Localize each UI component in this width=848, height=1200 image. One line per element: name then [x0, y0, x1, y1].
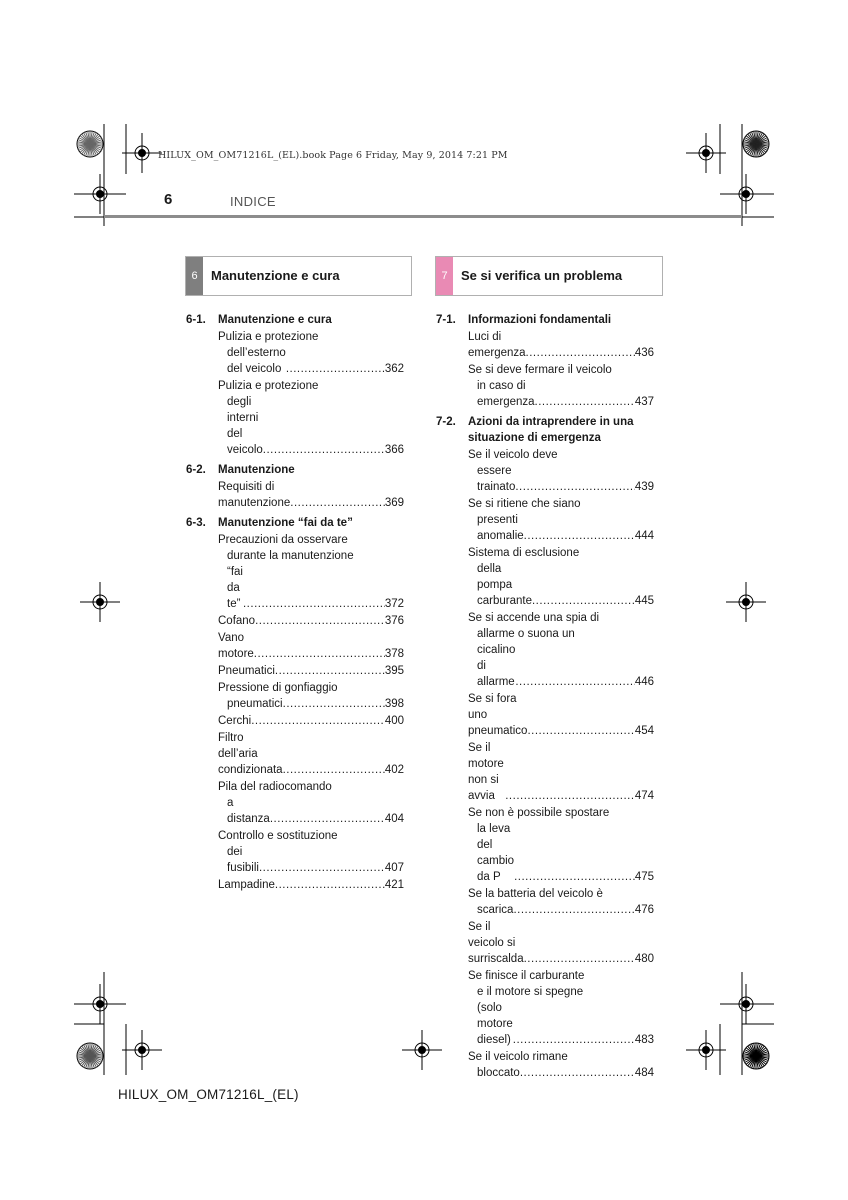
toc-entry[interactable] [468, 362, 654, 410]
chapter-title: Se si verifica un problema [461, 268, 623, 283]
toc-entry-text: a distanza [227, 797, 270, 825]
toc-entry-text: Pulizia e protezione [218, 331, 319, 343]
toc-section [186, 515, 404, 531]
toc-page-number: 395 [384, 665, 404, 677]
toc-left-column [186, 308, 404, 893]
dot-leader [255, 613, 385, 629]
toc-entry-text: allarme o suona un [477, 628, 575, 640]
toc-entry[interactable] [468, 610, 654, 690]
dot-leader [259, 860, 385, 876]
toc-entry[interactable] [468, 805, 654, 885]
toc-entry-text: Luci di emergenza [468, 331, 526, 359]
toc-page-number: 476 [634, 904, 654, 916]
toc-entry-text: Se non è possibile spostare [468, 807, 610, 819]
dot-leader [275, 877, 385, 893]
toc-entry[interactable] [218, 630, 404, 662]
dot-leader [270, 811, 385, 827]
toc-entry[interactable] [468, 447, 654, 495]
dot-leader [275, 663, 385, 679]
toc-entry-text: Controllo e sostituzione [218, 830, 338, 842]
toc-page-number: 366 [384, 444, 404, 456]
dot-leader [283, 696, 385, 712]
toc-page-number: 378 [384, 648, 404, 660]
toc-section-number: 6-1. [186, 314, 206, 326]
toc-entry-text: bloccato [477, 1067, 520, 1079]
toc-entry[interactable] [218, 329, 404, 377]
chapter-header-6[interactable] [185, 256, 412, 296]
toc-entry[interactable] [218, 730, 404, 778]
toc-entry-text: Cerchi [218, 715, 252, 727]
toc-entry[interactable] [468, 1049, 654, 1081]
toc-page-number: 439 [634, 481, 654, 493]
toc-entry[interactable] [468, 691, 654, 739]
toc-section-title: Manutenzione “fai da te” [218, 517, 353, 529]
toc-entry-text: Pressione di gonfiaggio [218, 682, 338, 694]
toc-entry-text: degli interni del veicolo [227, 396, 263, 456]
toc-entry[interactable] [218, 532, 404, 612]
toc-entry-text: Precauzioni da osservare [218, 534, 348, 546]
toc-entry[interactable] [218, 663, 404, 679]
dot-leader [526, 345, 635, 361]
chapter-number-tab: 7 [436, 257, 453, 295]
toc-entry-text: Se si accende una spia di [468, 612, 600, 624]
toc-entry[interactable] [468, 740, 654, 804]
dot-leader [243, 596, 385, 612]
toc-section-number: 6-3. [186, 517, 206, 529]
toc-entry[interactable] [468, 886, 654, 918]
toc-entry-text: Se il veicolo rimane [468, 1051, 568, 1063]
toc-section [436, 312, 654, 328]
toc-entry-text: e il motore si spegne [477, 986, 584, 998]
toc-section-title: Manutenzione [218, 464, 295, 476]
toc-entry[interactable] [218, 479, 404, 511]
toc-entry-text: Lampadine [218, 879, 275, 891]
toc-section-number: 6-2. [186, 464, 206, 476]
toc-entry-text: Se il veicolo deve [468, 449, 558, 461]
toc-entry-text: Se si deve fermare il veicolo [468, 364, 612, 376]
toc-page-number: 444 [634, 530, 654, 542]
file-info: HILUX_OM_OM71216L_(EL).book Page 6 Friday, May 9, 2014 7:21 PM [158, 150, 508, 161]
toc-entry-text: Cofano [218, 615, 256, 627]
toc-entry-text: Sistema di esclusione [468, 547, 580, 559]
toc-page-number: 437 [634, 396, 654, 408]
toc-entry-text: “fai da te” [227, 566, 243, 610]
toc-page-number: 484 [634, 1067, 654, 1079]
toc-entry[interactable] [468, 545, 654, 609]
toc-entry-text: la leva del cambio da P [477, 823, 515, 883]
toc-page-number: 369 [384, 497, 404, 509]
dot-leader [515, 674, 634, 690]
toc-page-number: 376 [384, 615, 404, 627]
toc-entry[interactable] [218, 877, 404, 893]
toc-page-number: 402 [384, 764, 404, 776]
dot-leader [527, 723, 634, 739]
dot-leader [513, 902, 634, 918]
toc-entry[interactable] [468, 496, 654, 544]
dot-leader [505, 788, 635, 804]
dot-leader [251, 713, 385, 729]
dot-leader [524, 951, 635, 967]
toc-page-number: 398 [384, 698, 404, 710]
toc-entry-text: (solo motore diesel) [477, 1002, 513, 1046]
toc-page-number: 480 [634, 953, 654, 965]
toc-entry[interactable] [218, 378, 404, 458]
footer-code: HILUX_OM_OM71216L_(EL) [118, 1087, 299, 1102]
toc-entry[interactable] [218, 713, 404, 729]
dot-leader [520, 1065, 635, 1081]
toc-entry-text: scarica [477, 904, 514, 916]
toc-entry-text: della pompa carburante [477, 563, 532, 607]
toc-section [186, 462, 404, 478]
toc-page-number: 362 [384, 363, 404, 375]
toc-entry[interactable] [468, 329, 654, 361]
toc-entry-text: Requisiti di manutenzione [218, 481, 291, 509]
toc-page-number: 436 [634, 347, 654, 359]
toc-page-number: 404 [384, 813, 404, 825]
toc-entry-text: cicalino di allarme [477, 644, 516, 688]
toc-entry-text: Pneumatici [218, 665, 275, 677]
toc-entry-text: Vano motore [218, 632, 254, 660]
toc-entry-text: pneumatici [227, 698, 283, 710]
toc-page-number: 483 [634, 1034, 654, 1046]
toc-entry[interactable] [218, 680, 404, 712]
toc-entry-text: essere trainato [477, 465, 516, 493]
toc-page-number: 400 [384, 715, 404, 727]
toc-section-title: situazione di emergenza [468, 432, 601, 444]
toc-entry-text: Se si ritiene che siano [468, 498, 581, 510]
dot-leader [254, 646, 385, 662]
toc-page-number: 474 [634, 790, 654, 802]
dot-leader [524, 528, 635, 544]
dot-leader [535, 394, 635, 410]
chapter-title: Manutenzione e cura [211, 268, 340, 283]
toc-entry-text: Pila del radiocomando [218, 781, 332, 793]
toc-entry-text: durante la manutenzione [227, 550, 354, 562]
dot-leader [283, 762, 385, 778]
toc-entry[interactable] [218, 779, 404, 827]
toc-entry-text: Se il veicolo si surriscalda [468, 921, 524, 965]
toc-entry-text: Se la batteria del veicolo è [468, 888, 603, 900]
toc-entry[interactable] [468, 919, 654, 967]
toc-right-column [436, 308, 654, 1081]
toc-entry-text: Filtro dell’aria condizionata [218, 732, 283, 776]
toc-entry-text: dell’esterno del veicolo [227, 347, 286, 375]
toc-page-number: 407 [384, 862, 404, 874]
toc-entry[interactable] [468, 968, 654, 1048]
toc-entry-text: Se il motore non si avvia [468, 742, 504, 802]
toc-entry-text: presenti anomalie [477, 514, 524, 542]
toc-entry-text: Se finisce il carburante [468, 970, 585, 982]
dot-leader [532, 593, 635, 609]
toc-section [436, 414, 654, 446]
toc-entry-text: Se si fora uno pneumatico [468, 693, 528, 737]
toc-page-number: 446 [634, 676, 654, 688]
toc-page-number: 421 [384, 879, 404, 891]
page-number: 6 [164, 191, 173, 208]
toc-section-number: 7-2. [436, 416, 456, 428]
toc-entry-text: in caso di emergenza [477, 380, 535, 408]
toc-entry[interactable] [218, 828, 404, 876]
chapter-number-tab: 6 [186, 257, 203, 295]
dot-leader [515, 479, 634, 495]
toc-section-number: 7-1. [436, 314, 456, 326]
toc-entry-text: Pulizia e protezione [218, 380, 319, 392]
toc-page-number: 475 [634, 871, 654, 883]
section-title: INDICE [230, 194, 276, 209]
toc-section-title: Manutenzione e cura [218, 314, 332, 326]
toc-page-number: 445 [634, 595, 654, 607]
dot-leader [263, 442, 385, 458]
toc-section [186, 312, 404, 328]
toc-section-title: Azioni da intraprendere in una [468, 416, 634, 428]
toc-entry-text: dei fusibili [227, 846, 259, 874]
dot-leader [514, 869, 635, 885]
header-rule [104, 215, 742, 218]
dot-leader [290, 495, 385, 511]
toc-section-title: Informazioni fondamentali [468, 314, 612, 326]
dot-leader [286, 361, 385, 377]
dot-leader [513, 1032, 635, 1048]
chapter-header-7[interactable] [435, 256, 663, 296]
toc-page-number: 454 [634, 725, 654, 737]
toc-entry[interactable] [218, 613, 404, 629]
toc-page-number: 372 [384, 598, 404, 610]
